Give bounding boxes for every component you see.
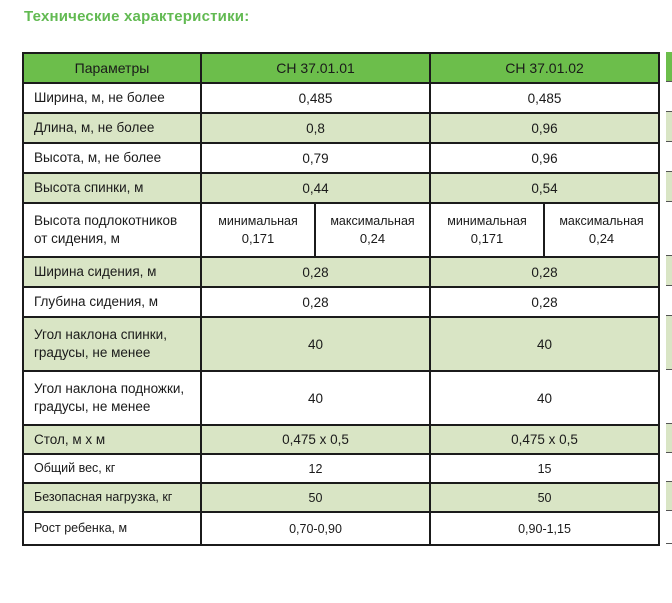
- table-row-seat-width: [23, 257, 659, 287]
- edge-strip-segment: [666, 424, 672, 453]
- value-cell-model2: 0,96: [430, 143, 659, 173]
- edge-strip-segment: [666, 286, 672, 316]
- value-cell-model1: 0,44: [201, 173, 430, 203]
- sub-value: 0,171: [241, 230, 275, 246]
- value-cell-model2: 0,28: [430, 257, 659, 287]
- value-cell-model1-max: [315, 203, 430, 257]
- param-cell: Высота, м, не более: [23, 143, 201, 173]
- value-cell-model2: 0,54: [430, 173, 659, 203]
- param-cell: Высота подлокотников от сидения, м: [23, 203, 201, 257]
- value-cell-model1: 40: [201, 371, 430, 425]
- table-row-footrest-angle: [23, 371, 659, 425]
- sub-label: минимальная: [447, 213, 527, 228]
- table-row-total-weight: [23, 454, 659, 483]
- value-cell-model2: 0,96: [430, 113, 659, 143]
- sub-value: 0,24: [588, 230, 615, 246]
- characteristics-table-wrap: [22, 52, 658, 546]
- table-row-height: [23, 143, 659, 173]
- value-cell-model2: 0,90-1,15: [430, 512, 659, 545]
- sub-value: 0,171: [470, 230, 504, 246]
- header-model2: СН 37.01.02: [430, 53, 659, 83]
- edge-strip-segment: [666, 453, 672, 482]
- sub-value: 0,24: [359, 230, 386, 246]
- value-cell-model2: 50: [430, 483, 659, 512]
- value-cell-model1: 0,28: [201, 287, 430, 317]
- table-row-seat-depth: [23, 287, 659, 317]
- value-cell-model2-max: [544, 203, 659, 257]
- edge-strip-segment: [666, 482, 672, 511]
- header-model1: СН 37.01.01: [201, 53, 430, 83]
- value-cell-model1: 50: [201, 483, 430, 512]
- table-row-back-height: [23, 173, 659, 203]
- value-cell-model1: 0,79: [201, 143, 430, 173]
- value-cell-model1: 12: [201, 454, 430, 483]
- page-title: Технические характеристики:: [24, 8, 250, 25]
- value-cell-model1: 0,475 x 0,5: [201, 425, 430, 454]
- sub-label: максимальная: [330, 213, 415, 228]
- value-cell-model1: 40: [201, 317, 430, 371]
- edge-strip-segment: [666, 52, 672, 82]
- right-edge-table-sliver: [666, 52, 672, 544]
- edge-strip-segment: [666, 316, 672, 370]
- value-cell-model1-min: [201, 203, 315, 257]
- edge-strip-segment: [666, 511, 672, 544]
- param-cell: Ширина, м, не более: [23, 83, 201, 113]
- edge-strip-segment: [666, 370, 672, 424]
- param-cell: Угол наклона спинки, градусы, не менее: [23, 317, 201, 371]
- value-cell-model2: 15: [430, 454, 659, 483]
- value-cell-model2: 0,485: [430, 83, 659, 113]
- param-cell: Стол, м х м: [23, 425, 201, 454]
- value-cell-model2: 40: [430, 317, 659, 371]
- edge-strip-segment: [666, 202, 672, 256]
- table-row-table-size: [23, 425, 659, 454]
- table-row-child-height: [23, 512, 659, 545]
- param-cell: Глубина сидения, м: [23, 287, 201, 317]
- param-cell: Высота спинки, м: [23, 173, 201, 203]
- edge-strip-segment: [666, 172, 672, 202]
- value-cell-model1: 0,8: [201, 113, 430, 143]
- param-cell: Рост ребенка, м: [23, 512, 201, 545]
- table-row-back-angle: [23, 317, 659, 371]
- sub-label: максимальная: [559, 213, 644, 228]
- edge-strip-segment: [666, 82, 672, 112]
- value-cell-model2-min: [430, 203, 544, 257]
- value-cell-model2: 40: [430, 371, 659, 425]
- header-parameters: Параметры: [23, 53, 201, 83]
- value-cell-model2: 0,475 x 0,5: [430, 425, 659, 454]
- param-cell: Безопасная нагрузка, кг: [23, 483, 201, 512]
- value-cell-model1: 0,485: [201, 83, 430, 113]
- table-row-length: [23, 113, 659, 143]
- table-header-row: [23, 53, 659, 83]
- param-cell: Общий вес, кг: [23, 454, 201, 483]
- param-cell: Длина, м, не более: [23, 113, 201, 143]
- param-cell: Ширина сидения, м: [23, 257, 201, 287]
- edge-strip-segment: [666, 142, 672, 172]
- table-row-armrest-height: [23, 203, 659, 257]
- value-cell-model1: 0,28: [201, 257, 430, 287]
- param-cell: Угол наклона подножки, градусы, не менее: [23, 371, 201, 425]
- edge-strip-segment: [666, 256, 672, 286]
- value-cell-model1: 0,70-0,90: [201, 512, 430, 545]
- edge-strip-segment: [666, 112, 672, 142]
- table-row-safe-load: [23, 483, 659, 512]
- sub-label: минимальная: [218, 213, 298, 228]
- characteristics-table: [22, 52, 660, 546]
- table-row-width: [23, 83, 659, 113]
- value-cell-model2: 0,28: [430, 287, 659, 317]
